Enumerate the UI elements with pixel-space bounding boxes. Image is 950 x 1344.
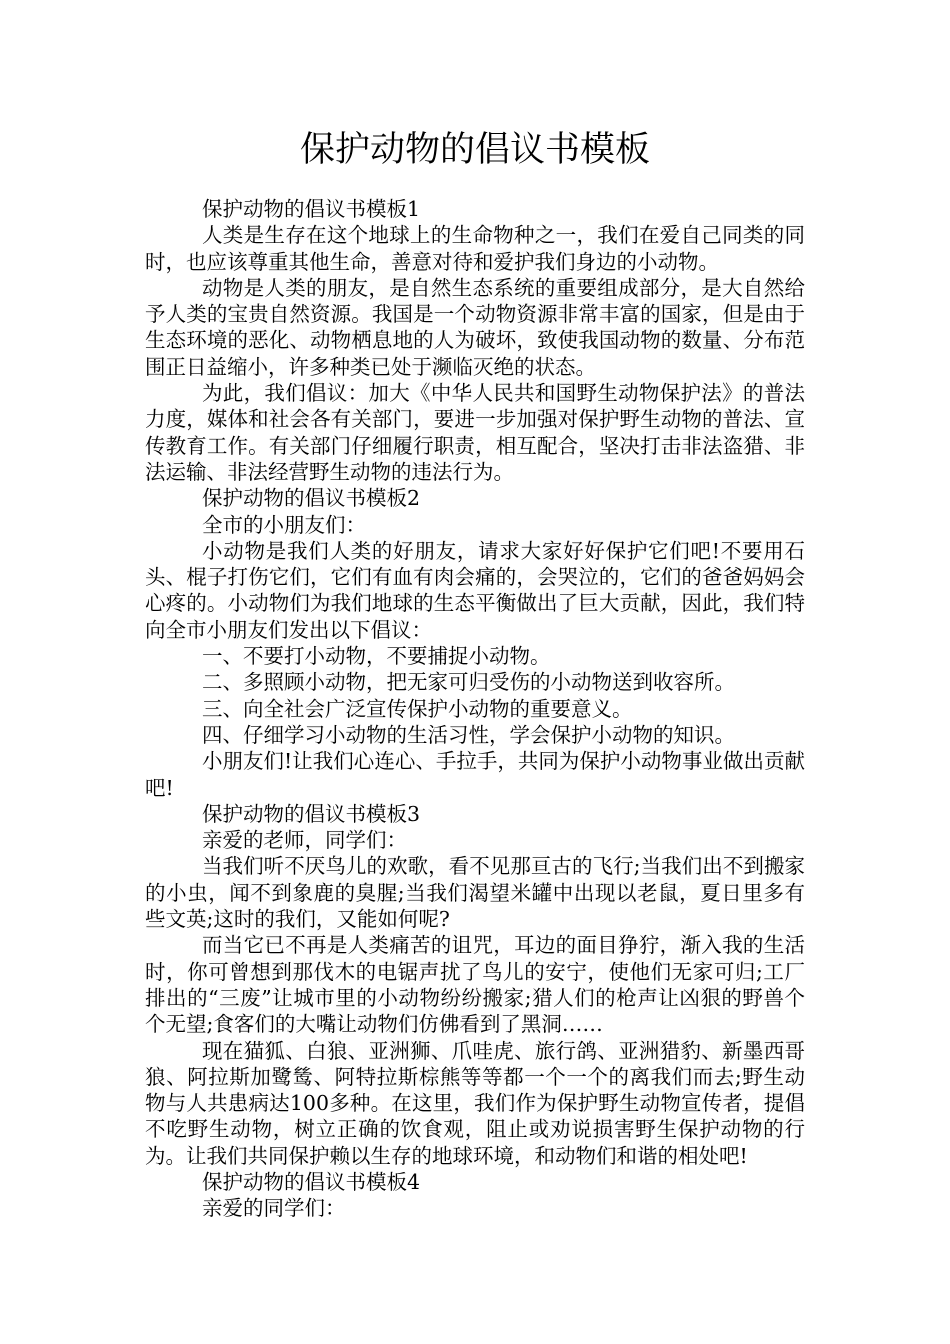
list-item: 三、向全社会广泛宣传保护小动物的重要意义。: [202, 696, 633, 721]
section-heading-3: 保护动物的倡议书模板3: [202, 801, 421, 826]
list-item: 四、仔细学习小动物的生活习性，学会保护小动物的知识。: [202, 722, 735, 747]
list-item: 一、不要打小动物，不要捕捉小动物。: [202, 644, 551, 669]
paragraph: 当我们听不厌鸟儿的欢歌，看不见那亘古的飞行;当我们出不到搬家的小虫，闻不到象鹿的臭腥;当我们渴望米罐中出现以老鼠，夏日里多有些文英;这时的我们，又能如何呢?: [145, 854, 805, 932]
paragraph: 小动物是我们人类的好朋友，请求大家好好保护它们吧!不要用石头、棍子打伤它们，它们有血有肉会痛的，会哭泣的，它们的爸爸妈妈会心疼的。小动物们为我们地球的生态平衡做出了巨大贡献，因此，我们特向全市小朋友们发出以下倡议：: [145, 538, 805, 642]
list-item: 二、多照顾小动物，把无家可归受伤的小动物送到收容所。: [202, 670, 735, 695]
section-heading-1: 保护动物的倡议书模板1: [202, 197, 421, 221]
section-heading-2: 保护动物的倡议书模板2: [202, 486, 421, 511]
paragraph: 而当它已不再是人类痛苦的诅咒，耳边的面目狰狞，渐入我的生活时，你可曾想到那伐木的电锯声扰了鸟儿的安宁，使他们无家可归;工厂排出的“三废”让城市里的小动物纷纷搬家;猎人们的枪声让凶狠的野兽个个无望;食客们的大嘴让动物们仿佛看到了黑洞……: [145, 933, 805, 1037]
document-title: 保护动物的倡议书模板: [299, 130, 650, 170]
salutation: 亲爱的同学们：: [202, 1196, 346, 1221]
paragraph: 人类是生存在这个地球上的生命物种之一，我们在爱自己同类的同时，也应该尊重其他生命，善意对待和爱护我们身边的小动物。: [145, 223, 805, 274]
section-heading-4: 保护动物的倡议书模板4: [202, 1169, 421, 1194]
salutation: 全市的小朋友们：: [202, 512, 366, 537]
paragraph: 为此，我们倡议：加大《中华人民共和国野生动物保护法》的普法力度，媒体和社会各有关部门，要进一步加强对保护野生动物的普法、宣传教育工作。有关部门仔细履行职责，相互配合，坚决打击非法盗猎、非法运输、非法经营野生动物的违法行为。: [145, 381, 805, 484]
paragraph: 动物是人类的朋友，是自然生态系统的重要组成部分，是大自然给予人类的宝贵自然资源。我国是一个动物资源非常丰富的国家，但是由于生态环境的恶化、动物栖息地的人为破坏，致使我国动物的数量、分布范围正日益缩小，许多种类已处于濒临灭绝的状态。: [145, 275, 805, 379]
salutation: 亲爱的老师，同学们：: [202, 828, 407, 853]
paragraph: 小朋友们!让我们心连心、手拉手，共同为保护小动物事业做出贡献吧!: [145, 749, 805, 800]
paragraph: 现在猫狐、白狼、亚洲狮、爪哇虎、旅行鸽、亚洲猎豹、新墨西哥狼、阿拉斯加鹭鸶、阿特拉斯棕熊等等都一个一个的离我们而去;野生动物与人共患病达100多种。在这里，我们作为保护野生动物宣传者，提倡不吃野生动物，树立正确的饮食观，阻止或劝说损害野生保护动物的行为。让我们共同保护赖以生存的地球环境，和动物们和谐的相处吧!: [145, 1038, 805, 1168]
document-body: [145, 196, 805, 1222]
